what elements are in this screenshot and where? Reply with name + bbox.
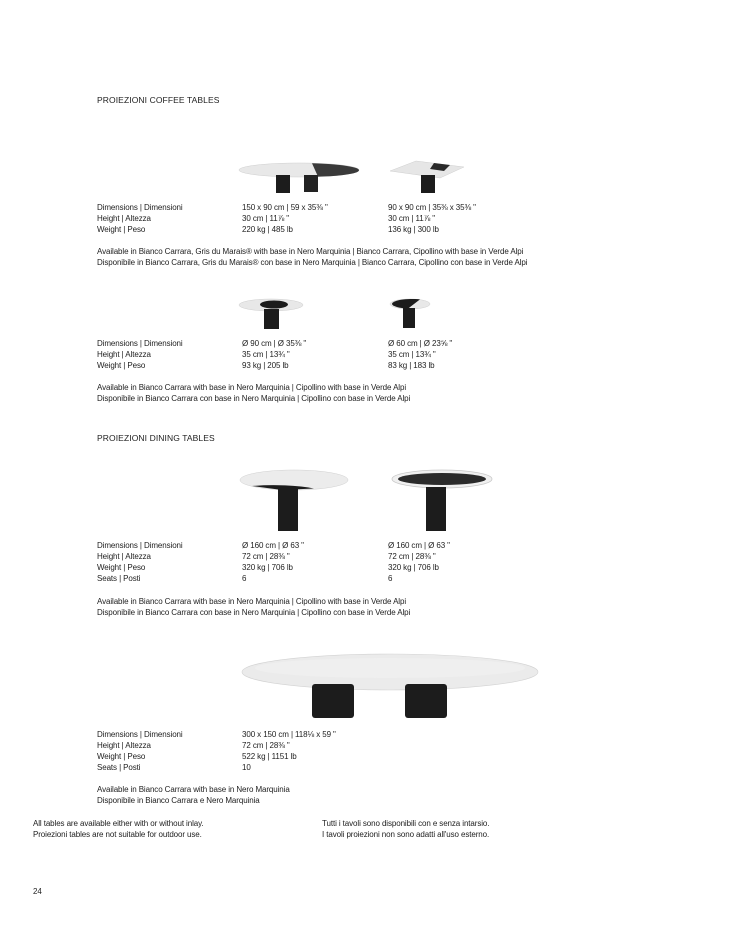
round90-table-weight: 93 kg | 205 lb — [242, 361, 289, 370]
availability-en: Available in Bianco Carrara with base in Nero Marquinia | Cipollino with base in Verde Alpi — [97, 597, 407, 606]
dining-tables-heading: PROIEZIONI DINING TABLES — [97, 433, 215, 443]
spec-label-dimensions: Dimensions | Dimensioni — [97, 339, 183, 348]
spec-label-seats: Seats | Posti — [97, 574, 141, 583]
square-table-dimensions: 90 x 90 cm | 35⅜ x 35⅜ " — [388, 203, 476, 212]
spec-label-weight: Weight | Peso — [97, 361, 146, 370]
round-coffee-table-60-image — [388, 297, 434, 331]
spec-label-seats: Seats | Posti — [97, 763, 141, 772]
spec-label-height: Height | Altezza — [97, 214, 151, 223]
square-coffee-table-image — [388, 158, 468, 194]
oval-table-weight: 220 kg | 485 lb — [242, 225, 293, 234]
round90-table-height: 35 cm | 13¾ " — [242, 350, 290, 359]
oval-dining-table-image — [240, 650, 540, 722]
dining-a-height: 72 cm | 28⅜ " — [242, 552, 290, 561]
round60-table-weight: 83 kg | 183 lb — [388, 361, 435, 370]
spec-label-weight: Weight | Peso — [97, 563, 146, 572]
spec-label-height: Height | Altezza — [97, 552, 151, 561]
spec-label-weight: Weight | Peso — [97, 225, 146, 234]
dining-a-weight: 320 kg | 706 lb — [242, 563, 293, 572]
square-table-height: 30 cm | 11⅞ " — [388, 214, 436, 223]
note-en-inlay: All tables are available either with or without inlay. — [33, 819, 204, 828]
spec-label-dimensions: Dimensions | Dimensioni — [97, 730, 183, 739]
dining-a-seats: 6 — [242, 574, 247, 583]
round60-table-height: 35 cm | 13¾ " — [388, 350, 436, 359]
availability-it: Disponibile in Bianco Carrara con base in Nero Marquinia | Cipollino con base in Verde Alpi — [97, 394, 411, 403]
availability-it: Disponibile in Bianco Carrara con base in Nero Marquinia | Cipollino con base in Verde Alpi — [97, 608, 411, 617]
availability-en: Available in Bianco Carrara with base in Nero Marquinia — [97, 785, 290, 794]
round-dining-table-cipollino-image — [388, 468, 496, 534]
round60-table-dimensions: Ø 60 cm | Ø 23⅝ " — [388, 339, 453, 348]
spec-label-height: Height | Altezza — [97, 741, 151, 750]
note-it-outdoor: I tavoli proiezioni non sono adatti all'uso esterno. — [322, 830, 490, 839]
note-it-inlay: Tutti i tavoli sono disponibili con e senza intarsio. — [322, 819, 490, 828]
oval-table-dimensions: 150 x 90 cm | 59 x 35⅜ " — [242, 203, 328, 212]
spec-label-weight: Weight | Peso — [97, 752, 146, 761]
availability-it: Disponibile in Bianco Carrara e Nero Marquinia — [97, 796, 260, 805]
spec-label-height: Height | Altezza — [97, 350, 151, 359]
dining-b-dimensions: Ø 160 cm | Ø 63 " — [388, 541, 450, 550]
dining-b-height: 72 cm | 28⅜ " — [388, 552, 436, 561]
dining-a-dimensions: Ø 160 cm | Ø 63 " — [242, 541, 304, 550]
oval-table-height: 30 cm | 11⅞ " — [242, 214, 290, 223]
page-number: 24 — [33, 887, 42, 896]
dining-b-seats: 6 — [388, 574, 393, 583]
note-en-outdoor: Proiezioni tables are not suitable for outdoor use. — [33, 830, 202, 839]
availability-en: Available in Bianco Carrara with base in Nero Marquinia | Cipollino with base in Verde Alpi — [97, 383, 407, 392]
oval-coffee-table-image — [238, 160, 360, 196]
coffee-tables-heading: PROIEZIONI COFFEE TABLES — [97, 95, 220, 105]
oval-dining-dimensions: 300 x 150 cm | 118⅛ x 59 " — [242, 730, 336, 739]
spec-label-dimensions: Dimensions | Dimensioni — [97, 203, 183, 212]
round90-table-dimensions: Ø 90 cm | Ø 35⅜ " — [242, 339, 307, 348]
square-table-weight: 136 kg | 300 lb — [388, 225, 439, 234]
round-dining-table-bianco-image — [238, 468, 350, 534]
round-coffee-table-90-image — [238, 297, 304, 331]
oval-dining-height: 72 cm | 28⅜ " — [242, 741, 290, 750]
dining-b-weight: 320 kg | 706 lb — [388, 563, 439, 572]
oval-dining-seats: 10 — [242, 763, 251, 772]
spec-label-dimensions: Dimensions | Dimensioni — [97, 541, 183, 550]
oval-dining-weight: 522 kg | 1151 lb — [242, 752, 297, 761]
availability-it: Disponibile in Bianco Carrara, Gris du Marais® con base in Nero Marquinia | Bianco Carrara, Cipollino con base in Verde Alpi — [97, 258, 528, 267]
availability-en: Available in Bianco Carrara, Gris du Marais® with base in Nero Marquinia | Bianco Carrara, Cipollino with base in Verde Alpi — [97, 247, 524, 256]
